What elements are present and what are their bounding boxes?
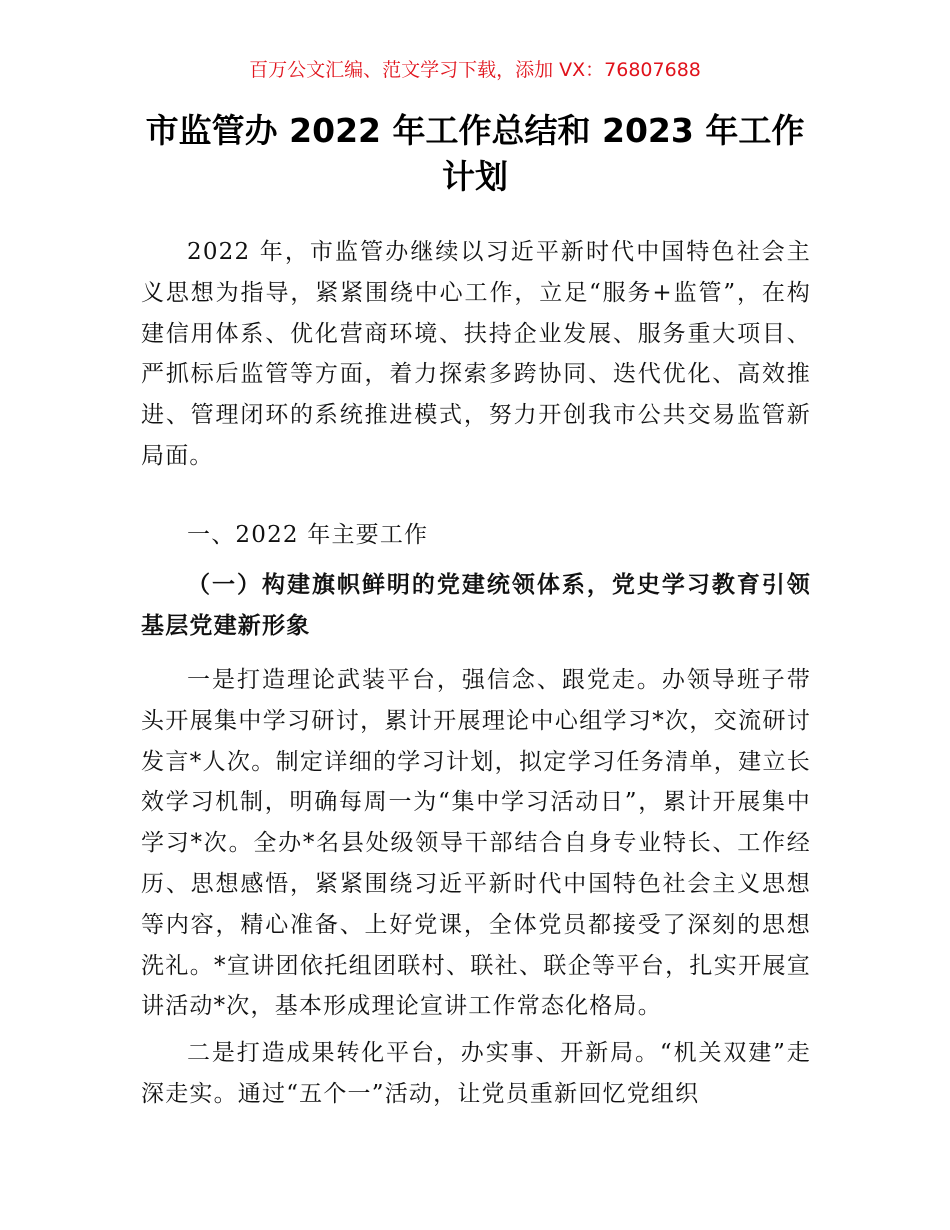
- body-paragraph-2: 二是打造成果转化平台，办实事、开新局。“机关双建”走深走实。通过“五个一”活动，让党员重新回忆党组织: [141, 1040, 811, 1107]
- section-heading: 一、2022 年主要工作: [187, 522, 429, 548]
- body-paragraph-1: 一是打造理论武装平台，强信念、跟党走。办领导班子带头开展集中学习研讨，累计开展理论中心组学习*次，交流研讨发言*人次。制定详细的学习计划，拟定学习任务清单，建立长效学习机制，明确每周一为“集中学习活动日”，累计开展集中学习*次。全办*名县处级领导干部结合自身专业特长、工作经历、思想感悟，紧紧围绕习近平新时代中国特色社会主义思想等内容，精心准备、上好党课，全体党员都接受了深刻的思想洗礼。*宣讲团依托组团联村、联社、联企等平台，扎实开展宣讲活动*次，基本形成理论宣讲工作常态化格局。: [141, 667, 811, 1020]
- intro-paragraph: 2022 年，市监管办继续以习近平新时代中国特色社会主义思想为指导，紧紧围绕中心工作，立足“服务+监管”，在构建信用体系、优化营商环境、扶持企业发展、服务重大项目、严抓标后监管等方面，着力探索多跨协同、迭代优化、高效推进、管理闭环的系统推进模式，努力开创我市公共交易监管新局面。: [141, 239, 811, 469]
- subsection-heading: （一）构建旗帜鲜明的党建统领体系，党史学习教育引领基层党建新形象: [141, 571, 811, 639]
- watermark-banner: 百万公文汇编、范文学习下载，添加 VX：76807688: [249, 59, 701, 81]
- document-title: 市监管办 2022 年工作总结和 2023 年工作计划: [145, 111, 805, 196]
